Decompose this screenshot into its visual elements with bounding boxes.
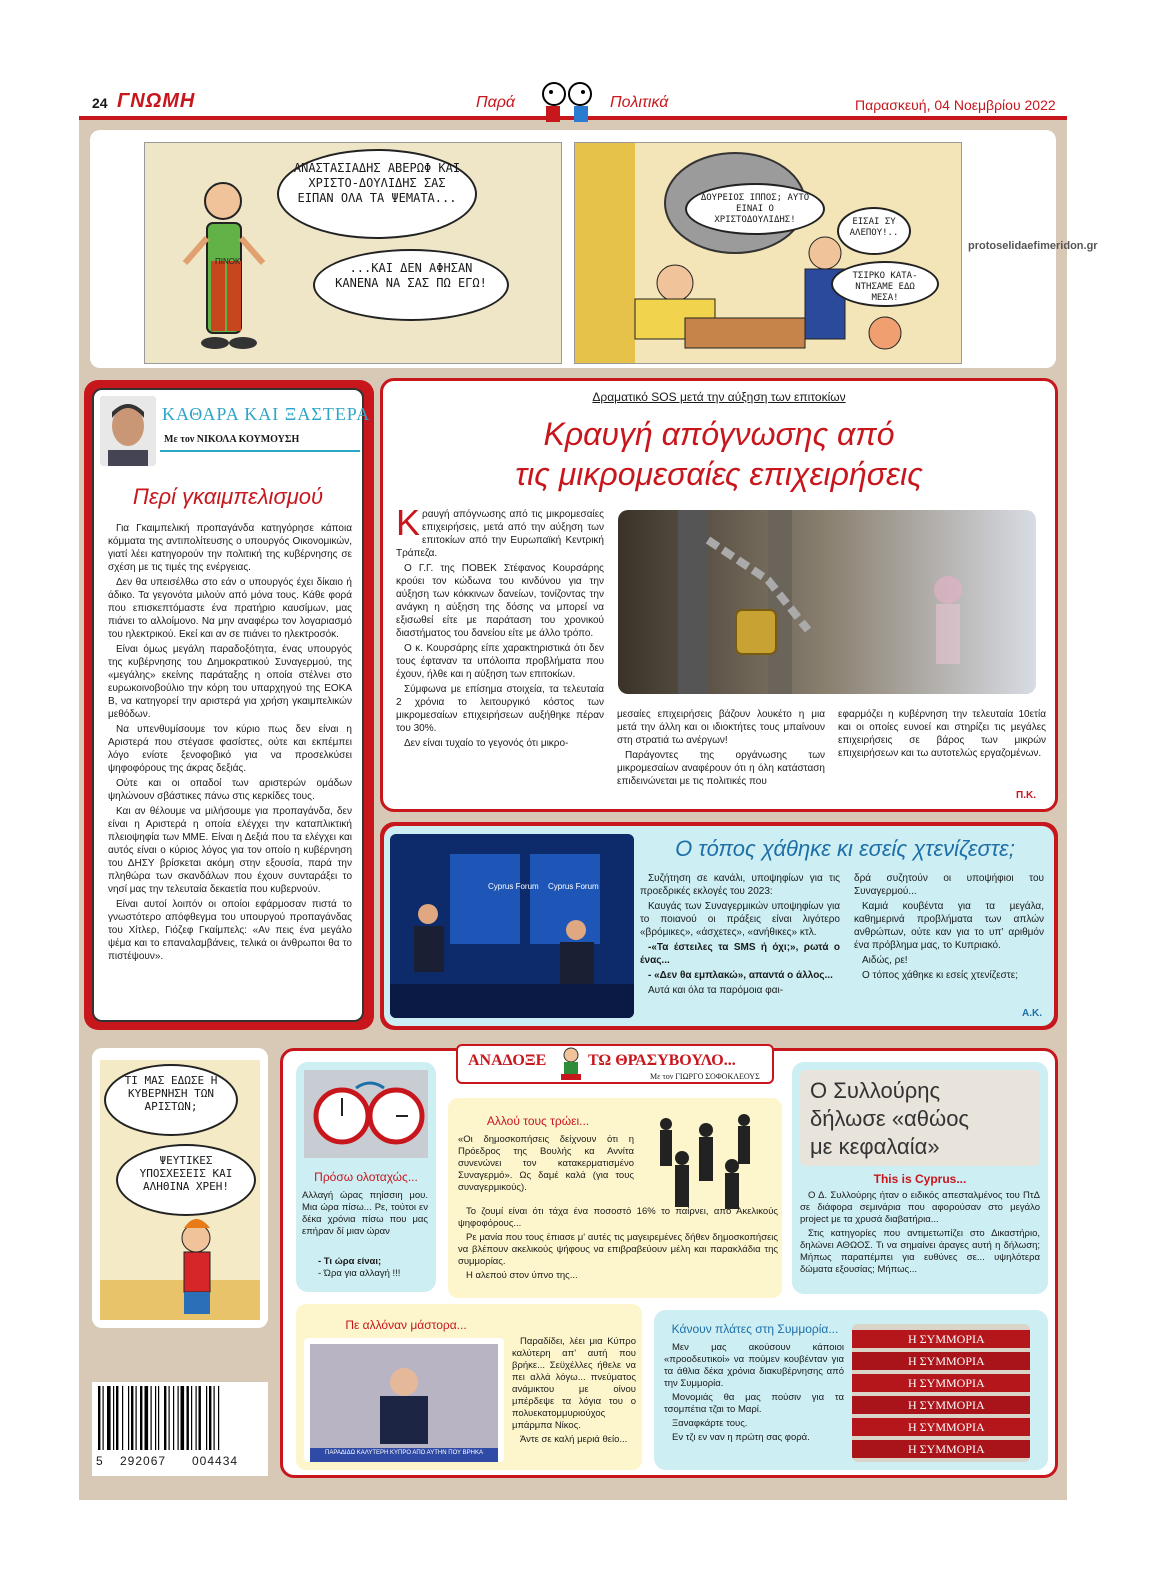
blue-article-column-2 <box>854 872 1044 984</box>
column-paragraph: Και αν θέλουμε να μιλήσουμε για προπαγάνδα, δεν είναι η Αριστερά η οποία ελέγχει την καταπλικτική πλειοψηφία των ΜΜΕ. Είναι η Δεξιά που τα ελέγχει και αυτός είναι ο κύριος λόγος για τον οποίο η κυβέρνηση του ΔΗΣΥ βρίσκεται ακόμη στην εξουσία, παρά την πληθώρα των σκανδάλων που έχουν συνταράξει το νησί μας την τελευταία δεκαετία που κυβερνούν. <box>108 806 352 895</box>
column-paragraph: Να υπενθυμίσουμε τον κύριο πως δεν είναι η Αριστερά που στέγασε φασίστες, ούτε και εκπέμπει λόγο ενίοτε ξενοφοβικό για να προσελκύσει ψηφοφόρους της άκρας δεξιάς. <box>108 724 352 774</box>
author-avatar <box>100 396 156 466</box>
box-text-line: - Ώρα για αλλαγή !!! <box>318 1268 401 1279</box>
barcode-bars <box>98 1386 264 1450</box>
blue-article-signature: Α.Κ. <box>1022 1008 1042 1019</box>
book-title: Η ΣΥΜΜΟΡΙΑ <box>908 1376 985 1390</box>
photo-text: Ο Συλλούρης <box>810 1078 941 1103</box>
barcode-bar <box>173 1386 174 1450</box>
blue-paragraph: Αιδώς, ρε! <box>862 955 908 966</box>
box-title: This is Cyprus... <box>873 1172 967 1186</box>
blue-paragraph: Καυγάς των Συναγερμικών υποψηφίων για το ποιανού οι πράξεις είναι λιγότερο «βρόμικες», «άσχετες», «ανήθικες» κτλ. <box>640 901 840 938</box>
small-cartoon-bubble-2: ΨΕΥΤΙΚΕΣ ΥΠΟΣΧΕΣΕΙΣ ΚΑΙ ΑΛΗΘΙΝΑ ΧΡΕΗ! <box>116 1144 256 1216</box>
article-column-2 <box>617 708 825 790</box>
forum-stage-image <box>390 834 634 1018</box>
box-paragraph: Το ζουμί είναι ότι τάχα ένα ποσοστό 16% το παίρνει, από Ακελικούς ψηφοφόρους... <box>458 1206 778 1229</box>
box-text <box>800 1190 1040 1278</box>
article-photo-padlock <box>618 510 1036 694</box>
author-photo <box>100 396 156 466</box>
barcode-bar <box>158 1386 159 1450</box>
book-title: Η ΣΥΜΜΟΡΙΑ <box>908 1332 985 1346</box>
photo-text: δήλωσε «αθώος <box>810 1106 970 1131</box>
barcode-bar <box>187 1386 189 1450</box>
tv-screenshot <box>304 1338 504 1462</box>
cartoon-right-bubble-2: ΕΙΣΑΙ ΣΥ ΑΛΕΠΟΥ!.. <box>837 207 911 255</box>
anadoxe-byline: Με τον ΓΙΩΡΓΟ ΣΟΦΟΚΛΕΟΥΣ <box>650 1072 760 1081</box>
issue-date: Παρασκευή, 04 Νοεμβρίου 2022 <box>855 97 1056 113</box>
article-paragraph: ραυγή απόγνωσης από τις μικρομεσαίες επιχειρήσεις, μετά από την αύξηση των επιτοκίων από την Ευρωπαϊκή Κεντρική Τράπεζα. <box>396 509 604 559</box>
article-headline-line-1: Κραυγή απόγνωσης από <box>543 416 895 452</box>
barcode-digit-prefix: 5 <box>96 1454 103 1468</box>
book-title: Η ΣΥΜΜΟΡΙΑ <box>908 1398 985 1412</box>
barcode-bar <box>113 1386 114 1450</box>
barcode-bar <box>122 1386 123 1450</box>
cartoon-left-bubble-2: ...ΚΑΙ ΔΕΝ ΑΦΗΣΑΝ ΚΑΝΕΝΑ ΝΑ ΣΑΣ ΠΩ ΕΓΩ! <box>313 249 509 321</box>
barcode-bar <box>191 1386 192 1450</box>
article-signature: Π.Κ. <box>1016 790 1036 801</box>
barcode-bar <box>136 1386 137 1450</box>
forum-logo-text: Cyprus Forum <box>488 882 539 891</box>
barcode-bar <box>199 1386 201 1450</box>
box-paragraph: Η αλεπού στον ύπνο της... <box>466 1270 578 1281</box>
book-title: Η ΣΥΜΜΟΡΙΑ <box>908 1420 985 1434</box>
blue-paragraph: -«Τα έστειλες τα SMS ή όχι;», ρωτά ο ένας... <box>640 942 840 966</box>
barcode-bar <box>116 1386 118 1450</box>
box-paragraph: Μονομιάς θα μας πούσιν για τα τσομπέτια τζαι το Μαρί. <box>664 1392 844 1415</box>
shirt-label: ΠΙΝΟΚ <box>215 257 241 266</box>
column-paragraph: Για Γκαιμπελική προπαγάνδα κατηγόρησε κάποια κόμματα της αντιπολίτευσης ο υπουργός Οικονομικών, γιατί λέει κατηγορούν την πολιτική της κυβέρνησης σε σχέση με τις τιμές της ενέργειας. <box>108 523 352 573</box>
book-title: Η ΣΥΜΜΟΡΙΑ <box>908 1442 985 1456</box>
barcode-bar <box>169 1386 170 1450</box>
article-paragraph: μεσαίες επιχειρήσεις βάζουν λουκέτο η μια μετά την άλλη και οι ιδιοκτήτες τους μπαίνουν στη στρατιά τω ανέργων! <box>617 709 825 746</box>
barcode-bar <box>103 1386 104 1450</box>
article-paragraph: Δεν είναι τυχαίο το γεγονός ότι μικρο- <box>404 738 569 749</box>
box-text-line: - Τι ώρα είναι; <box>318 1256 382 1267</box>
box-text <box>458 1206 778 1284</box>
barcode-bar <box>98 1386 100 1450</box>
article-paragraph: εφαρμόζει η κυβέρνηση την τελευταία 10ετία και οι οποίες ευνοεί και στηρίζει τις μεγάλες επιχειρήσεις σε βάρος των μικρών επιχειρήσεων και τω αυτοτελώς εργαζομένων. <box>838 709 1046 759</box>
padlock-chain-image <box>618 510 1036 694</box>
blue-paragraph: Καμιά κουβέντα για τα μεγάλα, καθημερινά προβλήματα των απλών ανθρώπων, ούτε καν για το υπ' αριθμόν ένα πρόβλημα μας, το Κυπριακό. <box>854 901 1044 951</box>
article-paragraph: Ο Γ.Γ. της ΠΟΒΕΚ Στέφανος Κουρσάρης κρούει τον κώδωνα του κινδύνου για την αύξηση των κόκκινων δανείων, τονίζοντας την ανάγκη η αύξηση της δόσης να μπορεί να εξισωθεί είτε με παράταση του χρονικού διαστήματος του δανείου είτε με άλλο τρόπο. <box>396 563 604 639</box>
barcode-bar <box>196 1386 197 1450</box>
column-paragraph: Ούτε και οι οπαδοί των αριστερών ομάδων ψηλώνουν σβάστικες πάνω στις κερκίδες τους. <box>108 778 352 802</box>
blue-paragraph: δρά συζητούν οι υποψήφιοι του Συναγερμού... <box>854 873 1044 897</box>
barcode-bar <box>218 1386 219 1450</box>
article-paragraph: Παράγοντες της οργάνωσης των μικρομεσαίων αναφέρουν ότι η όλη κατάσταση επιδεινώνεται με τις πολιτικές που <box>617 750 825 787</box>
blue-paragraph: Συζήτηση σε κανάλι, υποψηφίων για τις προεδρικές εκλογές του 2023: <box>640 873 840 897</box>
book-title: Η ΣΥΜΜΟΡΙΑ <box>908 1354 985 1368</box>
column-paragraph: Είναι αυτοί λοιπόν οι οποίοι εφάρμοσαν πιστά το γνωστότερο απόφθεγμα του υπουργού προπαγάνδας του Χίτλερ, Γιόζεφ Γκαίμπελς: «Αν πεις ένα μεγάλο ψέμα και το επαναλαμβάνεις, τελικά οι άνθρωποι θα το πιστέψουν». <box>108 899 352 962</box>
article-column-3 <box>838 708 1046 762</box>
column-body <box>108 522 352 965</box>
clock-icon <box>304 1070 428 1158</box>
byline-rule <box>160 450 360 452</box>
books-photo <box>852 1324 1030 1462</box>
syllouris-photo <box>800 1070 1040 1166</box>
box-title: Πε αλλόναν μάστορα... <box>345 1318 467 1332</box>
small-cartoon-bubble-1: ΤΙ ΜΑΣ ΕΔΩΣΕ Η ΚΥΒΕΡΝΗΣΗ ΤΩΝ ΑΡΙΣΤΩΝ; <box>104 1064 238 1136</box>
cartoon-right-bubble-3: ΤΣΙΡΚΟ ΚΑΤΑ-ΝΤΗΣΑΜΕ ΕΔΩ ΜΕΣΑ! <box>831 261 939 307</box>
silhouettes-image <box>636 1110 776 1210</box>
box-paragraph: «Οι δημοσκοπήσεις δείχνουν ότι η Πρόεδρος της Βουλής κα Αννίτα συνενώνει τον κατακερματισμένο Συναγερμό». Ως δαμέ καλά (για τους συναγερμικούς). <box>458 1134 634 1193</box>
forum-photo <box>390 834 634 1018</box>
box-title: Αλλού τους τρώει... <box>486 1114 590 1128</box>
watermark: protoselidaefimeridon.gr <box>968 240 1098 252</box>
small-cartoon <box>100 1060 260 1320</box>
box-paragraph: Ο Δ. Συλλούρης ήταν ο ειδικός απεσταλμένος του ΠτΔ σε διάφορα σεμινάρια που αφορούσαν στο μεγάλο project με τα χρυσά διαβατήρια... <box>800 1190 1040 1225</box>
box-paragraph: Στις κατηγορίες που αντιμετωπίζει στο Δικαστήριο, δηλώνει ΑΘΩΟΣ. Τι να σημαίνει άραγες αυτή η δήλωση; Μήπως παραπέμπει για ευθύνες σε... υψηλότερα δώματα εξουσίας; Μήπως... <box>800 1228 1040 1275</box>
box-paragraph: Μεν μας ακούσουν κάποιοι «προοδευτικοί» να πούμεν κουβένταν για τα άθλια δέκα χρόνια διακυβέρνησης από την Συμμορία. <box>664 1342 844 1389</box>
anadoxe-heading-2: ΤΩ ΘΡΑΣΥΒΟΥΛΟ... <box>588 1052 736 1069</box>
barcode-bar <box>151 1386 152 1450</box>
barcode-bar <box>145 1386 149 1450</box>
tv-caption: ΠΑΡΑΔΙΔΩ ΚΑΛΥΤΕΡΗ ΚΥΠΡΟ ΑΠΟ ΑΥΤΗΝ ΠΟΥ ΒΡΗΚΑ <box>325 1450 483 1456</box>
blue-paragraph: Ο τόπος χάθηκε κι εσείς χτενίζεστε; <box>862 970 1018 981</box>
barcode <box>92 1382 268 1476</box>
box-title: Πρόσω ολοταχώς... <box>314 1170 418 1184</box>
barcode-bar <box>140 1386 142 1450</box>
forum-logo-text: Cyprus Forum <box>548 882 599 891</box>
mascot-icon <box>534 80 600 124</box>
column-heading: ΚΑΘΑΡΑ ΚΑΙ ΞΑΣΤΕΡΑ <box>162 404 371 424</box>
newspaper-logo: ΓΝΩΜΗ <box>117 90 196 112</box>
barcode-bar <box>178 1386 179 1450</box>
blue-article-headline: Ο τόπος χάθηκε κι εσείς χτενίζεστε; <box>675 836 1015 861</box>
barcode-bar <box>155 1386 156 1450</box>
column-paragraph: Είναι όμως μεγάλη παραδοξότητα, ένας υπουργός της κυβέρνησης του Δημοκρατικού Συναγερμού, της «μεγάλης» εκείνης παράταξης η οποία στέλνει στο ευρωκοινοβούλιο την κόρη του υπαρχηγού της ΕΟΚΑ Β, να κατηγορεί την αριστερά για χρήση γκαιμπελικών μεθόδων. <box>108 644 352 720</box>
barcode-bar <box>214 1386 215 1450</box>
box-text <box>458 1134 634 1196</box>
article-paragraph: Ο κ. Κουρσάρης είπε χαρακτηριστικά ότι δεν τους έφταναν τα υπόλοιπα προβλήματα που έχουν, ήλθε και η αύξηση των επιτοκίων. <box>396 643 604 680</box>
blue-paragraph: Αυτά και όλα τα παρόμοια φαι- <box>648 985 784 996</box>
barcode-digits-right: 004434 <box>192 1454 239 1468</box>
article-column-1 <box>396 502 604 752</box>
barcode-bar <box>206 1386 207 1450</box>
barcode-bar <box>131 1386 133 1450</box>
drop-cap: Κ <box>396 502 421 543</box>
section-label-left: Παρά <box>476 94 516 111</box>
cartoon-left-bubble-1: ΑΝΑΣΤΑΣΙΑΔΗΣ ΑΒΕΡΩΦ ΚΑΙ ΧΡΙΣΤΟ-ΔΟΥΛΙΔΗΣ ΣΑΣ ΕΙΠΑΝ ΟΛΑ ΤΑ ΨΕΜΑΤΑ... <box>277 149 477 239</box>
thrasyvoulos-icon <box>556 1046 586 1082</box>
barcode-digits-left: 292067 <box>120 1454 167 1468</box>
box-text <box>512 1336 636 1448</box>
cartoon-elephant-scene <box>575 143 962 364</box>
box-title: Κάνουν πλάτες στη Συμμορία... <box>671 1322 839 1336</box>
barcode-bar <box>128 1386 129 1450</box>
barcode-bar <box>164 1386 166 1450</box>
column-paragraph: Δεν θα υπεισέλθω στο εάν ο υπουργός έχει δίκαιο ή άδικο. Τα γεγονότα μιλούν από μόνα τους. Κάθε φορά που επισκεπτόμαστε ένα πρατήριο καυσίμων, μας πιάνει το αλλοίμονο. Να μην αναφέρω τον λογαριασμό του ηλεκτρικού. Εκεί και αν σε πιάνει το ηλεκτροσόκ. <box>108 577 352 640</box>
box-text <box>664 1342 844 1446</box>
blue-article-column-1 <box>640 872 840 999</box>
box-paragraph: Άντε σε καλή μεριά θείο... <box>520 1434 628 1445</box>
column-byline: Με τον ΝΙΚΟΛΑ ΚΟΥΜΟΥΣΗ <box>164 434 300 445</box>
tv-speaker-image <box>304 1338 504 1462</box>
barcode-bar <box>209 1386 211 1450</box>
article-headline-line-2: τις μικρομεσαίες επιχειρήσεις <box>515 456 923 492</box>
cartoon-left <box>144 142 562 364</box>
box-text: Αλλαγή ώρας πηίσσιη μου. Μια ώρα πίσω... Ρε, τούτοι εν δέκα χρόνια πίσω που μας επήραν δί μιαν ώραν <box>302 1190 428 1237</box>
barcode-bar <box>107 1386 111 1450</box>
cartoon-right-bubble-1: ΔΟΥΡΕΙΟΣ ΙΠΠΟΣ; ΑΥΤΟ ΕΙΝΑΙ Ο ΧΡΙΣΤΟΔΟΥΛΙΔΗΣ! <box>685 183 825 235</box>
section-label-right: Πολιτικά <box>610 94 669 111</box>
barcode-bar <box>181 1386 185 1450</box>
article-paragraph: Σύμφωνα με επίσημα στοιχεία, τα τελευταία 2 χρόνια το λειτουργικό κόστος των μικρομεσαίων επιχειρήσεων αυξήθηκε πέραν του 30%. <box>396 684 604 734</box>
anadoxe-heading-1: ΑΝΑΔΟΞΕ <box>468 1052 547 1069</box>
box-paragraph: Παραδίδει, λέει μια Κύπρο καλύτερη απ' αυτή που βρήκε... Σεϋχέλλες ήθελε να πει αλλά λόγω... πνεύματος ανάμικτου με οίνου μπέρδεψε τα λόγια του ο πολυεκατομμυριούχος μπάρμπα Νίκος. <box>512 1336 636 1431</box>
blue-paragraph: - «Δεν θα εμπλακώ», απαντά ο άλλος... <box>648 970 833 981</box>
box-paragraph: Ρε μανία που τους έπιασε μ' αυτές τις μαγειρεμένες δήθεν δημοσκοπήσεις να βλέπουν ακελικούς ψήφους να επιβραβεύουν μέλη και παρακλάδια της συμμορίας. <box>458 1232 778 1267</box>
article-kicker: Δραματικό SOS μετά την αύξηση των επιτοκίων <box>592 390 846 404</box>
photo-text: με κεφαλαία» <box>810 1134 940 1159</box>
cartoon-right <box>574 142 962 364</box>
page-number: 24 <box>92 95 108 111</box>
clock-photo <box>304 1070 428 1158</box>
box-paragraph: Εν τζι εν ναν η πρώτη σας φορά. <box>672 1432 810 1443</box>
box-paragraph: Ξαναφκάρτε τους. <box>672 1418 748 1429</box>
column-title: Περί γκαιμπελισμού <box>132 484 324 509</box>
